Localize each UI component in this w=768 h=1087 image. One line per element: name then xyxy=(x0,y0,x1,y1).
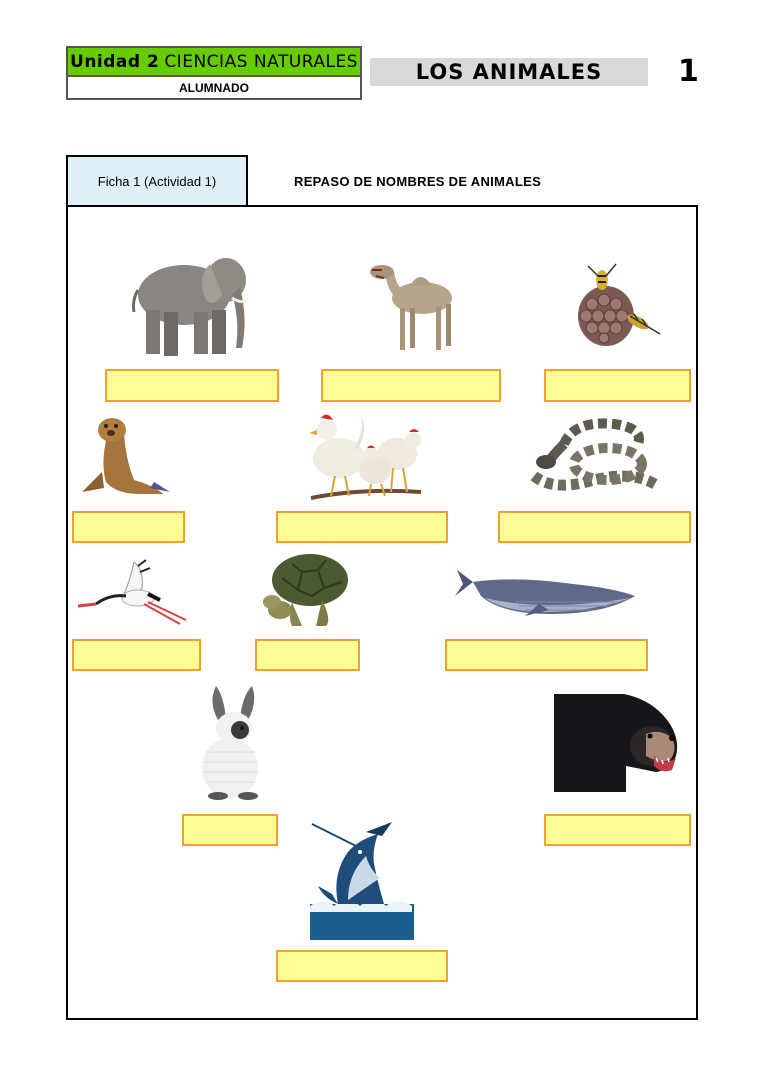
answer-box-elephant[interactable] xyxy=(105,369,279,402)
unit-banner xyxy=(68,48,360,77)
camel-icon xyxy=(362,258,462,354)
page-number: 1 xyxy=(678,54,699,89)
wasp-icon xyxy=(568,262,668,352)
answer-box-stork[interactable] xyxy=(72,639,201,671)
answer-box-rabbit[interactable] xyxy=(182,814,278,846)
answer-box-camel[interactable] xyxy=(321,369,501,402)
answer-box-whale[interactable] xyxy=(445,639,648,671)
answer-box-swordfish[interactable] xyxy=(276,950,448,982)
swordfish-icon xyxy=(308,822,414,940)
bear-icon xyxy=(554,694,680,792)
chicken-icon xyxy=(305,408,425,504)
tortoise-icon xyxy=(262,550,354,630)
audience-label: ALUMNADO xyxy=(179,80,249,95)
unit-header xyxy=(66,46,362,100)
elephant-icon xyxy=(128,250,256,360)
answer-box-bear[interactable] xyxy=(544,814,691,846)
whale-icon xyxy=(455,564,640,620)
answer-box-wasp[interactable] xyxy=(544,369,691,402)
unit-label: Unidad 2 xyxy=(70,51,160,72)
activity-tab: Ficha 1 (Actividad 1) xyxy=(66,155,248,207)
answer-box-tortoise[interactable] xyxy=(255,639,360,671)
answer-box-sea-lion[interactable] xyxy=(72,511,185,543)
answer-box-snake[interactable] xyxy=(498,511,691,543)
rabbit-icon xyxy=(196,682,268,802)
answer-box-chicken[interactable] xyxy=(276,511,448,543)
activity-title: REPASO DE NOMBRES DE ANIMALES xyxy=(294,174,542,189)
snake-icon xyxy=(524,414,664,494)
subject-label: CIENCIAS NATURALES xyxy=(164,51,358,72)
stork-icon xyxy=(74,558,192,628)
sea-lion-icon xyxy=(80,412,176,498)
page-title: LOS ANIMALES xyxy=(370,58,648,86)
